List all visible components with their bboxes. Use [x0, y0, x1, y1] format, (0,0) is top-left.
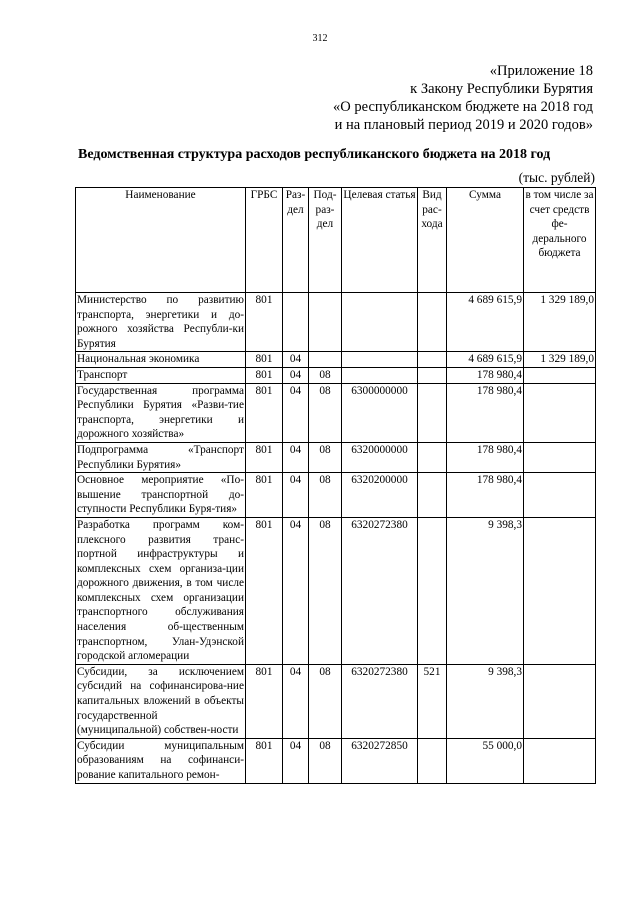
cell-sum: 9 398,3 — [447, 664, 524, 738]
cell-vid — [418, 383, 447, 442]
cell-grbs: 801 — [246, 442, 283, 472]
cell-grbs: 801 — [246, 517, 283, 664]
cell-name: Основное мероприятие «По-вышение транспортной до-ступности Республики Буря-тия» — [76, 473, 246, 518]
cell-federal — [524, 517, 596, 664]
col-header-sum: Сумма — [447, 188, 524, 293]
col-header-podrazdel: Под-раз-дел — [309, 188, 342, 293]
cell-sum: 9 398,3 — [447, 517, 524, 664]
cell-target: 6320272850 — [342, 738, 418, 783]
cell-federal: 1 329 189,0 — [524, 293, 596, 352]
table-row — [76, 664, 596, 738]
cell-sum: 178 980,4 — [447, 473, 524, 518]
cell-target: 6320200000 — [342, 473, 418, 518]
cell-podrazdel: 08 — [309, 473, 342, 518]
cell-target — [342, 367, 418, 383]
appendix-line-4: и на плановый период 2019 и 2020 годов» — [334, 117, 593, 133]
cell-podrazdel: 08 — [309, 442, 342, 472]
cell-razdel: 04 — [283, 517, 309, 664]
cell-target: 6300000000 — [342, 383, 418, 442]
cell-vid — [418, 738, 447, 783]
cell-vid — [418, 293, 447, 352]
cell-razdel: 04 — [283, 473, 309, 518]
cell-grbs: 801 — [246, 293, 283, 352]
cell-podrazdel — [309, 293, 342, 352]
table-row — [76, 442, 596, 472]
cell-razdel: 04 — [283, 442, 309, 472]
appendix-line-1: «Приложение 18 — [489, 63, 593, 79]
cell-federal — [524, 442, 596, 472]
appendix-line-2: к Закону Республики Бурятия — [410, 81, 593, 97]
table-body — [76, 293, 596, 784]
cell-target: 6320272380 — [342, 664, 418, 738]
col-header-grbs: ГРБС — [246, 188, 283, 293]
cell-podrazdel: 08 — [309, 738, 342, 783]
col-header-name: Наименование — [76, 188, 246, 293]
cell-razdel: 04 — [283, 383, 309, 442]
cell-name: Подпрограмма «Транспорт Республики Бурятия» — [76, 442, 246, 472]
cell-razdel: 04 — [283, 352, 309, 368]
cell-podrazdel — [309, 352, 342, 368]
cell-grbs: 801 — [246, 664, 283, 738]
table-row — [76, 738, 596, 783]
table-row — [76, 383, 596, 442]
cell-target: 6320000000 — [342, 442, 418, 472]
col-header-federal: в том числе за счет средств фе-дерального бюджета — [524, 188, 596, 293]
budget-table — [75, 187, 596, 784]
cell-sum: 55 000,0 — [447, 738, 524, 783]
cell-sum: 178 980,4 — [447, 367, 524, 383]
cell-name: Транспорт — [76, 367, 246, 383]
cell-razdel: 04 — [283, 367, 309, 383]
cell-federal — [524, 738, 596, 783]
document-title: Ведомственная структура расходов республиканского бюджета на 2018 год — [78, 147, 551, 162]
cell-vid — [418, 352, 447, 368]
table-row — [76, 293, 596, 352]
appendix-line-3: «О республиканском бюджете на 2018 год — [333, 99, 593, 115]
cell-sum: 4 689 615,9 — [447, 352, 524, 368]
page-number: 312 — [312, 33, 328, 44]
cell-name: Субсидии, за исключением субсидий на софинансирова-ние капитальных вложений в объекты государственной (муниципальной) собствен-ности — [76, 664, 246, 738]
cell-vid — [418, 442, 447, 472]
cell-federal — [524, 473, 596, 518]
cell-podrazdel: 08 — [309, 383, 342, 442]
table-row — [76, 473, 596, 518]
cell-target — [342, 352, 418, 368]
cell-podrazdel: 08 — [309, 517, 342, 664]
cell-vid — [418, 473, 447, 518]
cell-federal — [524, 367, 596, 383]
cell-grbs: 801 — [246, 367, 283, 383]
cell-vid: 521 — [418, 664, 447, 738]
table-header-row — [76, 188, 596, 293]
cell-grbs: 801 — [246, 352, 283, 368]
cell-sum: 4 689 615,9 — [447, 293, 524, 352]
cell-name: Государственная программа Республики Бурятия «Разви-тие транспорта, энергетики и дорожного хозяйства» — [76, 383, 246, 442]
cell-name: Национальная экономика — [76, 352, 246, 368]
col-header-vid: Вид рас-хода — [418, 188, 447, 293]
cell-vid — [418, 517, 447, 664]
cell-razdel: 04 — [283, 664, 309, 738]
cell-grbs: 801 — [246, 383, 283, 442]
cell-sum: 178 980,4 — [447, 442, 524, 472]
cell-name: Субсидии муниципальным образованиям на софинанси-рование капитального ремон- — [76, 738, 246, 783]
cell-target: 6320272380 — [342, 517, 418, 664]
table-row — [76, 367, 596, 383]
cell-federal: 1 329 189,0 — [524, 352, 596, 368]
cell-sum: 178 980,4 — [447, 383, 524, 442]
cell-name: Разработка программ ком-плексного развития транс-портной инфраструктуры и комплексных схем организа-ции дорожного движения, в том числе комплексных схем организации транспортного обслуживания населения об-щественным транспортном, Улан-Удэнской городской агломерации — [76, 517, 246, 664]
cell-razdel: 04 — [283, 738, 309, 783]
cell-podrazdel: 08 — [309, 664, 342, 738]
cell-federal — [524, 383, 596, 442]
appendix-header — [333, 62, 593, 134]
cell-vid — [418, 367, 447, 383]
table-row — [76, 352, 596, 368]
cell-razdel — [283, 293, 309, 352]
units-label: (тыс. рублей) — [518, 170, 595, 185]
cell-target — [342, 293, 418, 352]
col-header-razdel: Раз-дел — [283, 188, 309, 293]
cell-grbs: 801 — [246, 473, 283, 518]
cell-grbs: 801 — [246, 738, 283, 783]
col-header-target: Целевая статья — [342, 188, 418, 293]
cell-federal — [524, 664, 596, 738]
cell-podrazdel: 08 — [309, 367, 342, 383]
cell-name: Министерство по развитию транспорта, энергетики и до-рожного хозяйства Республи-ки Бурятия — [76, 293, 246, 352]
table-row — [76, 517, 596, 664]
